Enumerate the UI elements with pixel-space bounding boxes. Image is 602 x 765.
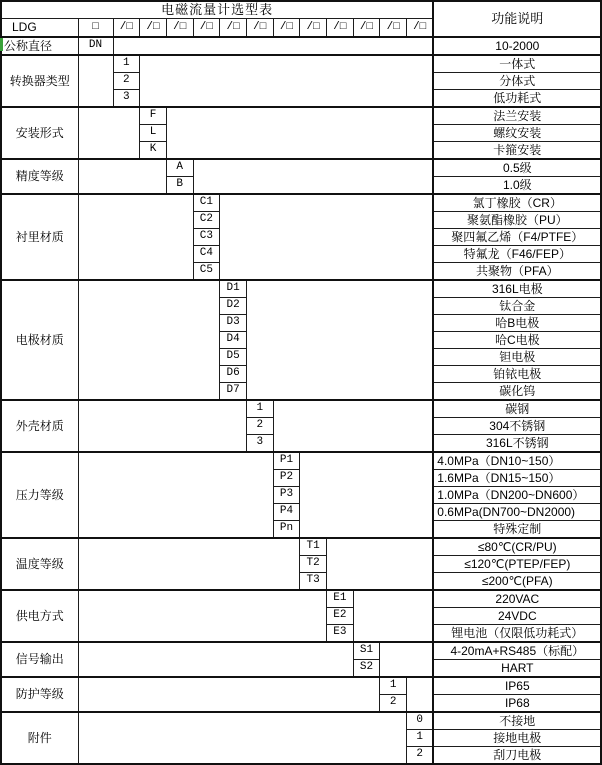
stair-gap-left-lining-material [78,194,193,280]
group-label-accuracy-class: 精度等级 [1,159,78,194]
desc-temperature-class-2: ≤200℃(PFA) [433,573,601,591]
stair-gap-right-signal-output [380,642,433,677]
desc-installation-form-1: 螺纹安装 [433,125,601,142]
code-power-supply-E1: E1 [327,590,354,608]
desc-pressure-class-3: 0.6MPa(DN700~DN2000) [433,504,601,521]
stair-gap-right-power-supply [353,590,433,642]
desc-temperature-class-1: ≤120℃(PTEP/FEP) [433,556,601,573]
code-lining-material-C2: C2 [193,212,220,229]
desc-electrode-material-0: 316L电极 [433,280,601,298]
code-signal-output-S1: S1 [353,642,380,660]
model-prefix: LDG [1,19,78,38]
desc-converter-type-2: 低功耗式 [433,90,601,108]
group-label-installation-form: 安装形式 [1,107,78,159]
stair-gap-left-temperature-class [78,538,300,590]
desc-electrode-material-5: 铂铱电极 [433,366,601,383]
code-housing-material-3: 3 [246,435,273,453]
model-slash-box: /□ [246,19,273,38]
desc-electrode-material-3: 哈C电极 [433,332,601,349]
stair-gap-left-converter-type [78,55,113,107]
stair-gap-right-installation-form [166,107,433,159]
page-title: 电磁流量计选型表 [1,1,433,19]
stair-gap-left-electrode-material [78,280,220,400]
function-column-header: 功能说明 [433,1,601,37]
desc-signal-output-1: HART [433,660,601,678]
code-nominal-diameter-DN: DN [78,37,113,55]
stair-gap-left-accuracy-class [78,159,166,194]
desc-electrode-material-1: 钛合金 [433,298,601,315]
desc-housing-material-2: 316L不锈钢 [433,435,601,453]
code-pressure-class-P1: P1 [273,452,300,470]
code-accuracy-class-A: A [166,159,193,177]
code-converter-type-2: 2 [113,73,140,90]
desc-lining-material-3: 特氟龙（F46/FEP） [433,246,601,263]
stair-gap-right-nominal-diameter [113,37,433,55]
code-accessories-1: 1 [407,730,434,747]
desc-installation-form-0: 法兰安装 [433,107,601,125]
group-label-electrode-material: 电极材质 [1,280,78,400]
code-lining-material-C3: C3 [193,229,220,246]
desc-accuracy-class-0: 0.5级 [433,159,601,177]
code-accessories-2: 2 [407,747,434,765]
code-electrode-material-D1: D1 [220,280,247,298]
group-label-protection-class: 防护等级 [1,677,78,712]
code-installation-form-K: K [140,142,167,160]
stair-gap-left-pressure-class [78,452,273,538]
code-electrode-material-D5: D5 [220,349,247,366]
desc-pressure-class-4: 特殊定制 [433,521,601,539]
stair-gap-left-signal-output [78,642,353,677]
code-converter-type-3: 3 [113,90,140,108]
group-label-accessories: 附件 [1,712,78,764]
code-signal-output-S2: S2 [353,660,380,678]
code-pressure-class-Pn: Pn [273,521,300,539]
code-temperature-class-T3: T3 [300,573,327,591]
code-power-supply-E3: E3 [327,625,354,643]
group-label-temperature-class: 温度等级 [1,538,78,590]
desc-temperature-class-0: ≤80℃(CR/PU) [433,538,601,556]
desc-converter-type-1: 分体式 [433,73,601,90]
code-lining-material-C4: C4 [193,246,220,263]
desc-lining-material-0: 氯丁橡胶（CR） [433,194,601,212]
desc-power-supply-0: 220VAC [433,590,601,608]
desc-installation-form-2: 卡箍安装 [433,142,601,160]
desc-electrode-material-6: 碳化钨 [433,383,601,401]
desc-signal-output-0: 4-20mA+RS485（标配） [433,642,601,660]
stair-gap-right-temperature-class [327,538,434,590]
desc-nominal-diameter-0: 10-2000 [433,37,601,55]
code-electrode-material-D2: D2 [220,298,247,315]
desc-housing-material-0: 碳钢 [433,400,601,418]
group-label-power-supply: 供电方式 [1,590,78,642]
stair-gap-left-protection-class [78,677,380,712]
group-label-signal-output: 信号输出 [1,642,78,677]
group-label-nominal-diameter: 公称直径 [1,37,78,55]
model-first-box: □ [78,19,113,38]
desc-pressure-class-1: 1.6MPa（DN15~150） [433,470,601,487]
model-slash-box: /□ [380,19,407,38]
desc-power-supply-2: 锂电池（仅限低功耗式） [433,625,601,643]
code-electrode-material-D7: D7 [220,383,247,401]
stair-gap-right-converter-type [140,55,434,107]
code-pressure-class-P2: P2 [273,470,300,487]
model-slash-box: /□ [193,19,220,38]
code-accessories-0: 0 [407,712,434,730]
code-temperature-class-T2: T2 [300,556,327,573]
desc-accuracy-class-1: 1.0级 [433,177,601,195]
stair-gap-right-lining-material [220,194,434,280]
stair-gap-right-protection-class [407,677,434,712]
code-electrode-material-D6: D6 [220,366,247,383]
code-housing-material-2: 2 [246,418,273,435]
desc-protection-class-1: IP68 [433,695,601,713]
model-slash-box: /□ [140,19,167,38]
desc-lining-material-1: 聚氨酯橡胶（PU） [433,212,601,229]
code-electrode-material-D3: D3 [220,315,247,332]
code-protection-class-1: 1 [380,677,407,695]
desc-accessories-0: 不接地 [433,712,601,730]
model-slash-box: /□ [300,19,327,38]
desc-electrode-material-4: 钽电极 [433,349,601,366]
code-pressure-class-P3: P3 [273,487,300,504]
stair-gap-left-power-supply [78,590,327,642]
model-slash-box: /□ [327,19,354,38]
model-slash-box: /□ [273,19,300,38]
desc-accessories-1: 接地电极 [433,730,601,747]
code-converter-type-1: 1 [113,55,140,73]
desc-lining-material-4: 共聚物（PFA） [433,263,601,281]
code-installation-form-L: L [140,125,167,142]
desc-housing-material-1: 304不锈钢 [433,418,601,435]
stair-gap-right-electrode-material [246,280,433,400]
group-label-lining-material: 衬里材质 [1,194,78,280]
model-slash-box: /□ [166,19,193,38]
code-accuracy-class-B: B [166,177,193,195]
group-label-pressure-class: 压力等级 [1,452,78,538]
code-temperature-class-T1: T1 [300,538,327,556]
stair-gap-left-installation-form [78,107,140,159]
code-power-supply-E2: E2 [327,608,354,625]
desc-pressure-class-2: 1.0MPa（DN200~DN600） [433,487,601,504]
stair-gap-right-pressure-class [300,452,433,538]
code-lining-material-C1: C1 [193,194,220,212]
stair-gap-left-housing-material [78,400,246,452]
code-housing-material-1: 1 [246,400,273,418]
desc-power-supply-1: 24VDC [433,608,601,625]
scan-artifact-mark [0,38,3,51]
selection-table-body [1,1,601,764]
code-protection-class-2: 2 [380,695,407,713]
stair-gap-right-accuracy-class [193,159,433,194]
desc-electrode-material-2: 哈B电极 [433,315,601,332]
desc-protection-class-0: IP65 [433,677,601,695]
model-slash-box: /□ [353,19,380,38]
stair-gap-left-accessories [78,712,407,764]
group-label-converter-type: 转换器类型 [1,55,78,107]
model-slash-box: /□ [407,19,434,38]
model-slash-box: /□ [220,19,247,38]
desc-converter-type-0: 一体式 [433,55,601,73]
code-pressure-class-P4: P4 [273,504,300,521]
code-electrode-material-D4: D4 [220,332,247,349]
group-label-housing-material: 外壳材质 [1,400,78,452]
code-installation-form-F: F [140,107,167,125]
model-slash-box: /□ [113,19,140,38]
stair-gap-right-housing-material [273,400,433,452]
code-lining-material-C5: C5 [193,263,220,281]
desc-pressure-class-0: 4.0MPa（DN10~150） [433,452,601,470]
desc-lining-material-2: 聚四氟乙烯（F4/PTFE） [433,229,601,246]
desc-accessories-2: 刮刀电极 [433,747,601,765]
